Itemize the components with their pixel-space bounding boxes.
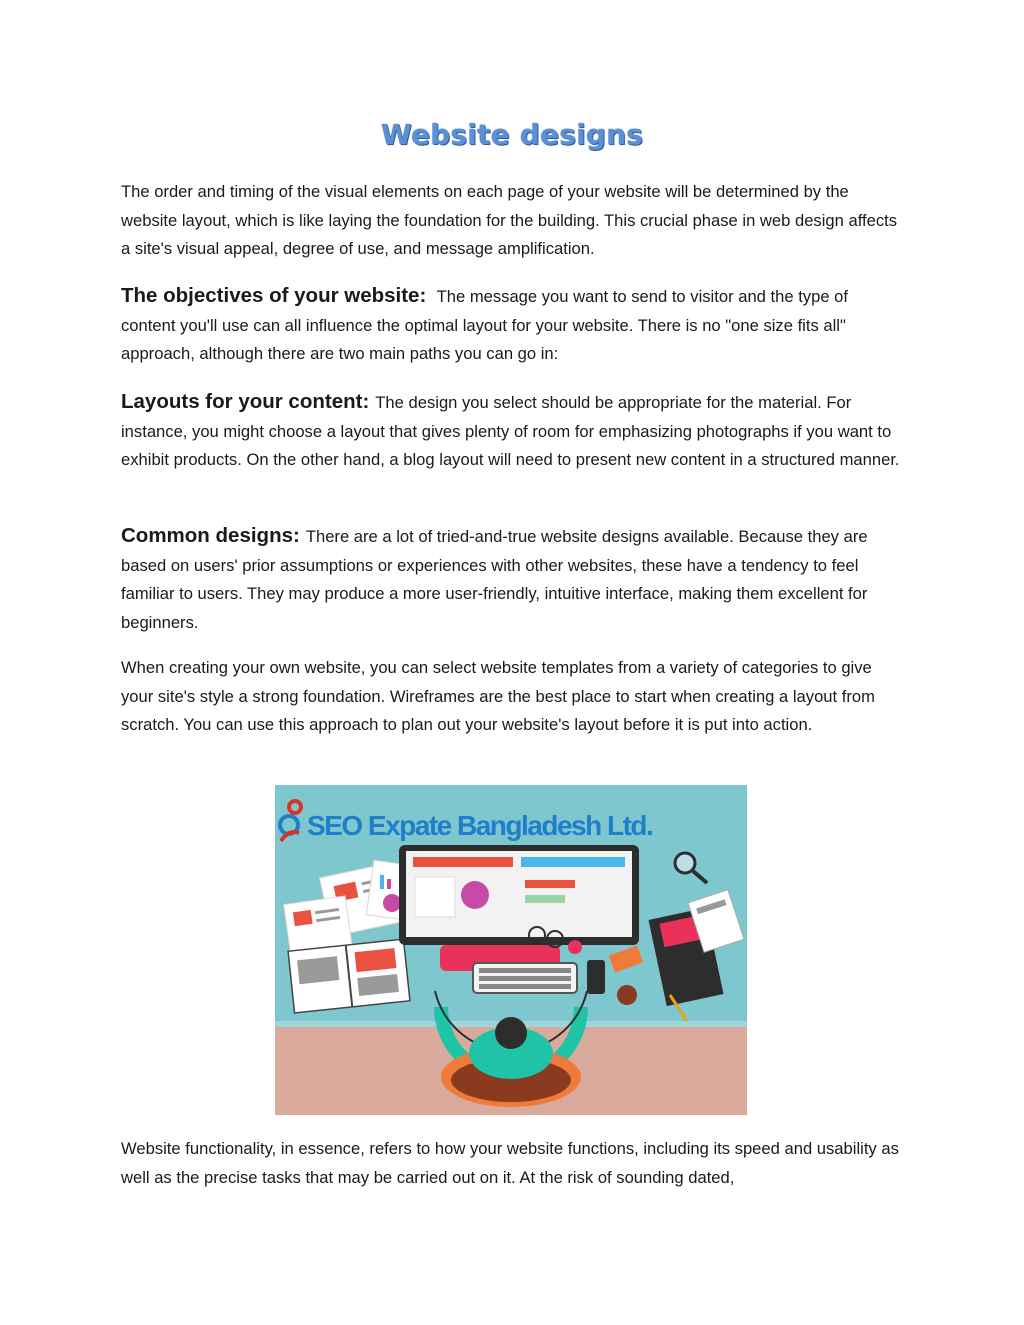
paragraph-functionality: Website functionality, in essence, refers to how your website functions, including its speed and usability as well as the precise tasks that may be carried out on it. At the risk of sounding dated, — [121, 1139, 899, 1187]
logo-text: SEO Expate Bangladesh Ltd. — [307, 810, 653, 841]
keyboard — [473, 963, 577, 993]
magnifier-icon — [675, 853, 695, 873]
objectives-text: The message you want to send to visitor and the type of content you'll use can all influence the optimal layout for your website. There is no "one size fits all" approach, although there are two main paths you can go in: — [121, 287, 849, 363]
mouse-icon — [568, 940, 582, 954]
paragraph-common-designs — [121, 522, 906, 637]
paragraph-layouts — [121, 388, 906, 475]
paragraph-objectives — [121, 282, 906, 369]
illustration-svg — [275, 785, 747, 1115]
notebook — [288, 939, 410, 1013]
coffee-cup-icon — [617, 985, 637, 1005]
common-designs-text: There are a lot of tried-and-true website designs available. Because they are based on users' prior assumptions or experiences with other websites, these have a tendency to feel familiar to users. They may produce a more user-friendly, intuitive interface, making them excellent for beginners. — [121, 527, 868, 632]
page-title: Website designs — [380, 118, 644, 151]
phone-icon — [587, 960, 605, 994]
layouts-heading: Layouts for your content: — [121, 390, 370, 413]
layouts-text: The design you select should be appropriate for the material. For instance, you might choose a layout that gives plenty of room for emphasizing photographs if you want to exhibit products. On the other hand, a blog layout will need to present new content in a structured manner. — [121, 393, 900, 469]
workspace-illustration — [275, 785, 747, 1115]
objectives-heading: The objectives of your website: — [121, 284, 427, 307]
common-designs-heading: Common designs: — [121, 524, 300, 547]
paragraph-templates: When creating your own website, you can select website templates from a variety of categories to give your site's style a strong foundation. Wireframes are the best place to start when creating a layout from scratch. You can use this approach to plan out your website's layout before it is put into action. — [121, 658, 875, 734]
paragraph-intro: The order and timing of the visual elements on each page of your website will be determined by the website layout, which is like laying the foundation for the building. This crucial phase in web design affects a site's visual appeal, degree of use, and message amplification. — [121, 182, 898, 258]
